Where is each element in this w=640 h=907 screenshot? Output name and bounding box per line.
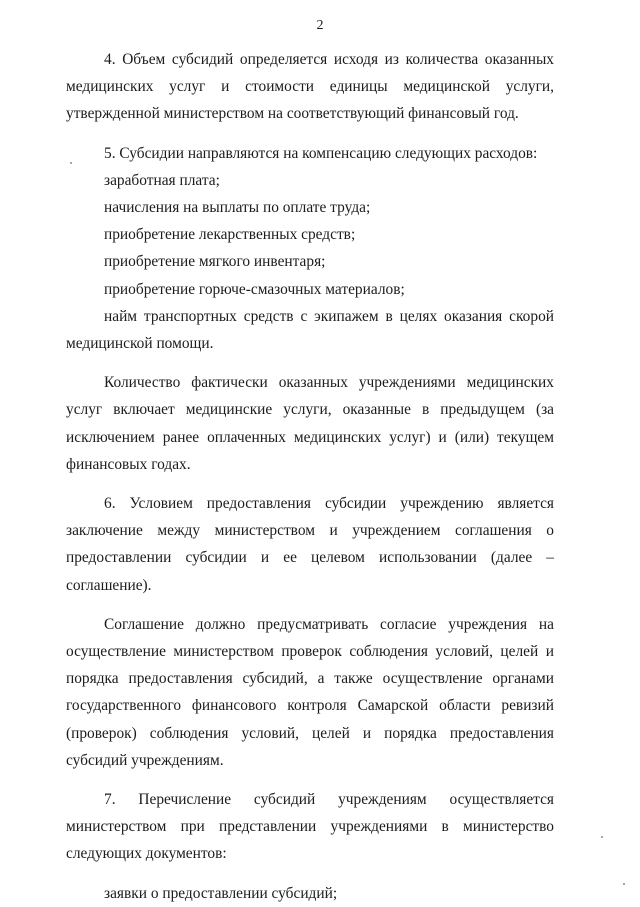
list-item: начисления на выплаты по оплате труда; [104, 199, 371, 217]
list-item: приобретение мягкого инвентаря; [104, 253, 326, 271]
paragraph-7: 7. Перечисление субсидий учреждениям осуществляется министерством при представлении учреждениями в министерство следующих документов: [66, 791, 554, 863]
paragraph-5: 5. Субсидии направляются на компенсацию следующих расходов: [104, 144, 538, 162]
list-item: заработная плата; [104, 171, 220, 189]
list-item: приобретение горюче-смазочных материалов; [104, 280, 405, 298]
documents-list [66, 880, 554, 907]
scan-speck [70, 162, 72, 164]
list-item: найм транспортных средств с экипажем в целях оказания скорой медицинской помощи. [66, 307, 554, 353]
expense-list [66, 167, 554, 357]
scan-speck [601, 836, 603, 838]
paragraph-6: 6. Условием предоставления субсидии учреждению является заключение между министерством и учреждением соглашения о предоставлении субсидии и ее целевом использовании (далее – соглашение). [66, 495, 554, 594]
document-body [66, 46, 554, 907]
list-item: приобретение лекарственных средств; [104, 226, 356, 244]
paragraph-4: 4. Объем субсидий определяется исходя из количества оказанных медицинских услуг и стоимости единицы медицинской услуги, утвержденной министерством на соответствующий финансовый год. [66, 51, 554, 123]
list-item: заявки о предоставлении субсидий; [104, 884, 338, 902]
paragraph-5-note: Количество фактически оказанных учреждениями медицинских услуг включает медицинские услуги, оказанные в предыдущем (за исключением ранее оплаченных медицинских услуг) и (или) текущем финансовых годах. [66, 374, 554, 473]
page-number: 2 [316, 18, 324, 33]
scan-speck [623, 883, 625, 885]
paragraph-6-note: Соглашение должно предусматривать согласие учреждения на осуществление министерством проверок соблюдения условий, целей и порядка предоставления субсидий, а также осуществление органами государственного финансового контроля Самарской области ревизий (проверок) соблюдения условий, целей и порядка предоставления субсидий учреждениям. [66, 615, 554, 769]
